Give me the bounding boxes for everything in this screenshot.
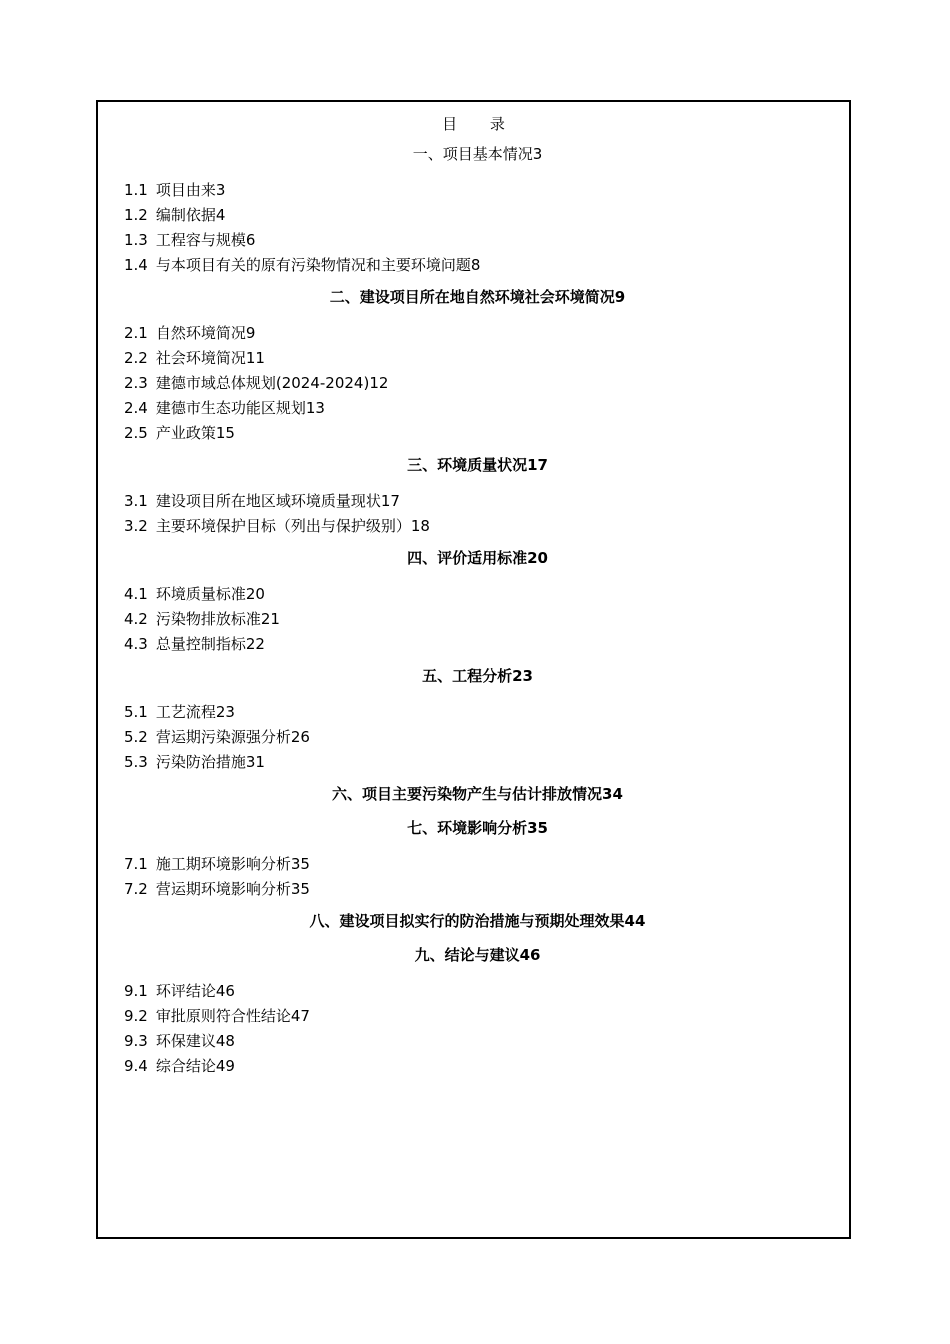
toc-entry[interactable] [124, 632, 831, 657]
toc-entry[interactable] [124, 1029, 831, 1054]
toc-entry-title: 综合结论49 [155, 1057, 235, 1075]
toc-entry[interactable] [124, 371, 831, 396]
toc-entry-number: 1.3 [124, 231, 148, 249]
toc-entry-title: 项目由来3 [155, 181, 226, 199]
toc-entry-number: 7.1 [124, 855, 148, 873]
toc-entry-number: 1.4 [124, 256, 148, 274]
toc-entry-number: 9.2 [124, 1007, 148, 1025]
toc-entry-title: 主要环境保护目标（列出与保护级别）18 [155, 517, 430, 535]
toc-chapter-heading[interactable]: 七、环境影响分析35 [407, 819, 548, 837]
toc-entry-number: 2.3 [124, 374, 148, 392]
toc-entry-title: 与本项目有关的原有污染物情况和主要环境问题8 [155, 256, 481, 274]
toc-chapter-heading[interactable]: 五、工程分析23 [422, 667, 533, 685]
toc-entry-title: 营运期污染源强分析26 [155, 728, 310, 746]
toc-entry[interactable] [124, 346, 831, 371]
toc-entry[interactable] [124, 877, 831, 902]
toc-entry-number: 5.2 [124, 728, 148, 746]
toc-title: 目 录 [442, 115, 519, 133]
toc-entry[interactable] [124, 178, 831, 203]
toc-entry[interactable] [124, 489, 831, 514]
toc-entry-title: 产业政策15 [155, 424, 235, 442]
toc-entry-title: 污染物排放标准21 [155, 610, 280, 628]
toc-entry[interactable] [124, 725, 831, 750]
toc-entry-title: 编制依据4 [155, 206, 226, 224]
toc-chapter-heading[interactable]: 九、结论与建议46 [414, 946, 541, 964]
toc-entry-title: 工艺流程23 [155, 703, 235, 721]
document-frame [96, 100, 851, 1239]
toc-entry-title: 污染防治措施31 [155, 753, 265, 771]
toc-entry-title: 工程容与规模6 [155, 231, 256, 249]
toc-entry[interactable] [124, 1054, 831, 1079]
toc-entry-number: 2.1 [124, 324, 148, 342]
toc-entry-number: 5.1 [124, 703, 148, 721]
toc-entry-title: 环保建议48 [155, 1032, 235, 1050]
toc-entry[interactable] [124, 1004, 831, 1029]
toc-entry[interactable] [124, 750, 831, 775]
toc-chapter-heading[interactable]: 二、建设项目所在地自然环境社会环境简况9 [329, 288, 626, 306]
toc-entry[interactable] [124, 582, 831, 607]
toc-entry-number: 3.1 [124, 492, 148, 510]
toc-entry-title: 营运期环境影响分析35 [155, 880, 310, 898]
toc-entry[interactable] [124, 396, 831, 421]
toc-entry-title: 环境质量标准20 [155, 585, 265, 603]
toc-chapter-heading[interactable]: 三、环境质量状况17 [407, 456, 548, 474]
toc-entry[interactable] [124, 203, 831, 228]
toc-entry[interactable] [124, 607, 831, 632]
toc-list [124, 144, 831, 1088]
toc-chapter-heading[interactable]: 一、项目基本情况3 [412, 145, 543, 163]
toc-entry[interactable] [124, 700, 831, 725]
toc-entry[interactable] [124, 421, 831, 446]
toc-entry-number: 7.2 [124, 880, 148, 898]
toc-entry[interactable] [124, 979, 831, 1004]
toc-chapter-heading[interactable]: 八、建设项目拟实行的防治措施与预期处理效果44 [309, 912, 646, 930]
toc-entry-title: 环评结论46 [155, 982, 235, 1000]
toc-entry[interactable] [124, 228, 831, 253]
toc-entry-number: 4.3 [124, 635, 148, 653]
toc-chapter-heading[interactable]: 四、评价适用标准20 [407, 549, 548, 567]
toc-entry-number: 2.2 [124, 349, 148, 367]
toc-entry-number: 5.3 [124, 753, 148, 771]
toc-entry[interactable] [124, 321, 831, 346]
toc-entry[interactable] [124, 852, 831, 877]
toc-entry[interactable] [124, 514, 831, 539]
toc-entry-number: 2.5 [124, 424, 148, 442]
toc-entry-title: 建德市域总体规划(2024-2024)12 [155, 374, 389, 392]
toc-entry-title: 建设项目所在地区域环境质量现状17 [155, 492, 400, 510]
toc-entry-number: 9.1 [124, 982, 148, 1000]
toc-entry-number: 9.4 [124, 1057, 148, 1075]
toc-entry-title: 自然环境简况9 [155, 324, 256, 342]
toc-entry-title: 社会环境简况11 [155, 349, 265, 367]
toc-entry[interactable] [124, 253, 831, 278]
toc-entry-title: 建德市生态功能区规划13 [155, 399, 325, 417]
toc-entry-number: 1.1 [124, 181, 148, 199]
toc-entry-number: 9.3 [124, 1032, 148, 1050]
toc-entry-title: 审批原则符合性结论47 [155, 1007, 310, 1025]
toc-entry-title: 总量控制指标22 [155, 635, 265, 653]
toc-entry-number: 1.2 [124, 206, 148, 224]
toc-entry-number: 4.2 [124, 610, 148, 628]
toc-entry-number: 3.2 [124, 517, 148, 535]
toc-entry-title: 施工期环境影响分析35 [155, 855, 310, 873]
toc-entry-number: 2.4 [124, 399, 148, 417]
toc-entry-number: 4.1 [124, 585, 148, 603]
toc-chapter-heading[interactable]: 六、项目主要污染物产生与估计排放情况34 [332, 785, 623, 803]
